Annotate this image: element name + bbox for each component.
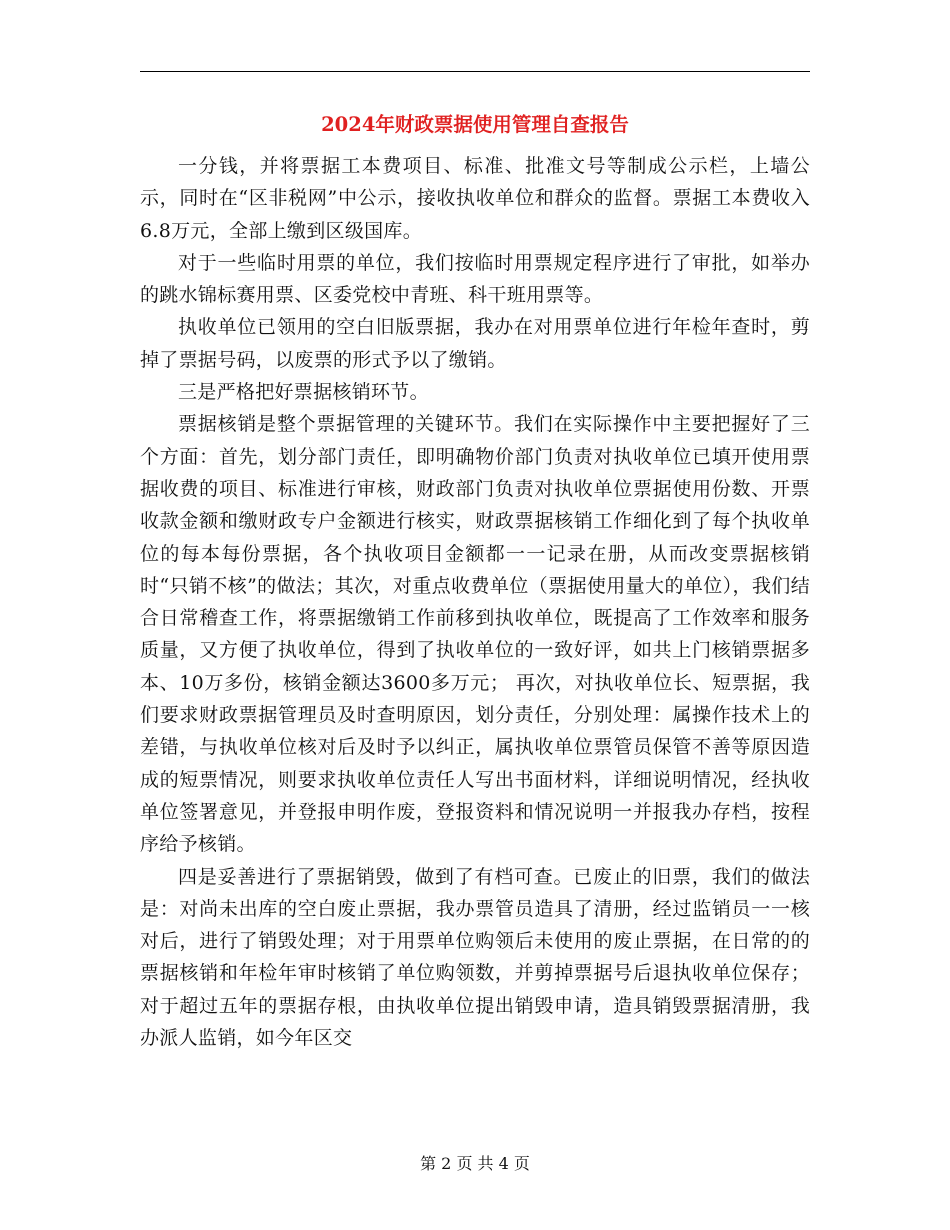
paragraph: 一分钱，并将票据工本费项目、标准、批准文号等制成公示栏，上墙公示，同时在“区非税网”中公示，接收执收单位和群众的监督。票据工本费收入6.8万元，全部上缴到区级国库。 [140, 155, 810, 242]
paragraph: 执收单位已领用的空白旧版票据，我办在对用票单位进行年检年查时，剪掉了票据号码，以废票的形式予以了缴销。 [140, 316, 810, 371]
page-footer [140, 1152, 810, 1176]
paragraph: 三是严格把好票据核销环节。 [178, 381, 429, 404]
document-title: 2024年财政票据使用管理自查报告 [321, 113, 629, 136]
paragraph: 四是妥善进行了票据销毁，做到了有档可查。已废止的旧票，我们的做法是：对尚未出库的空白废止票据，我办票管员造具了清册，经过监销员一一核对后，进行了销毁处理；对于用票单位购领后未使用的废止票据，在日常的的票据核销和年检年审时核销了单位购领数，并剪掉票据号后退执收单位保存；对于超过五年的票据存根，由执收单位提出销毁申请，造具销毁票据清册，我办派人监销，如今年区交 [140, 865, 810, 1050]
page-number: 第 2 页 共 4 页 [420, 1154, 530, 1173]
document-body [140, 150, 810, 1054]
paragraph: 对于一些临时用票的单位，我们按临时用票规定程序进行了审批，如举办的跳水锦标赛用票、区委党校中青班、科干班用票等。 [140, 251, 810, 307]
paragraph: 票据核销是整个票据管理的关键环节。我们在实际操作中主要把握好了三个方面：首先，划分部门责任，即明确物价部门负责对执收单位已填开使用票据收费的项目、标准进行审核，财政部门负责对执收单位票据使用份数、开票收款金额和缴财政专户金额进行核实，财政票据核销工作细化到了每个执收单位的每本每份票据，各个执收项目金额都一一记录在册，从而改变票据核销时“只销不核”的做法；其次，对重点收费单位（票据使用量大的单位），我们结合日常稽查工作，将票据缴销工作前移到执收单位，既提高了工作效率和服务质量，又方便了执收单位，得到了执收单位的一致好评，如共上门核销票据多本、10万多份，核销金额达3600多万元； 再次，对执收单位长、短票据，我们要求财政票据管理员及时查明原因，划分责任，分别处理：属操作技术上的差错，与执收单位核对后及时予以纠正，属执收单位票管员保管不善等原因造成的短票情况，则要求执收单位责任人写出书面材料，详细说明情况，经执收单位签署意见，并登报申明作废，登报资料和情况说明一并报我办存档，按程序给予核销。 [140, 413, 810, 856]
header-rule [140, 71, 810, 72]
